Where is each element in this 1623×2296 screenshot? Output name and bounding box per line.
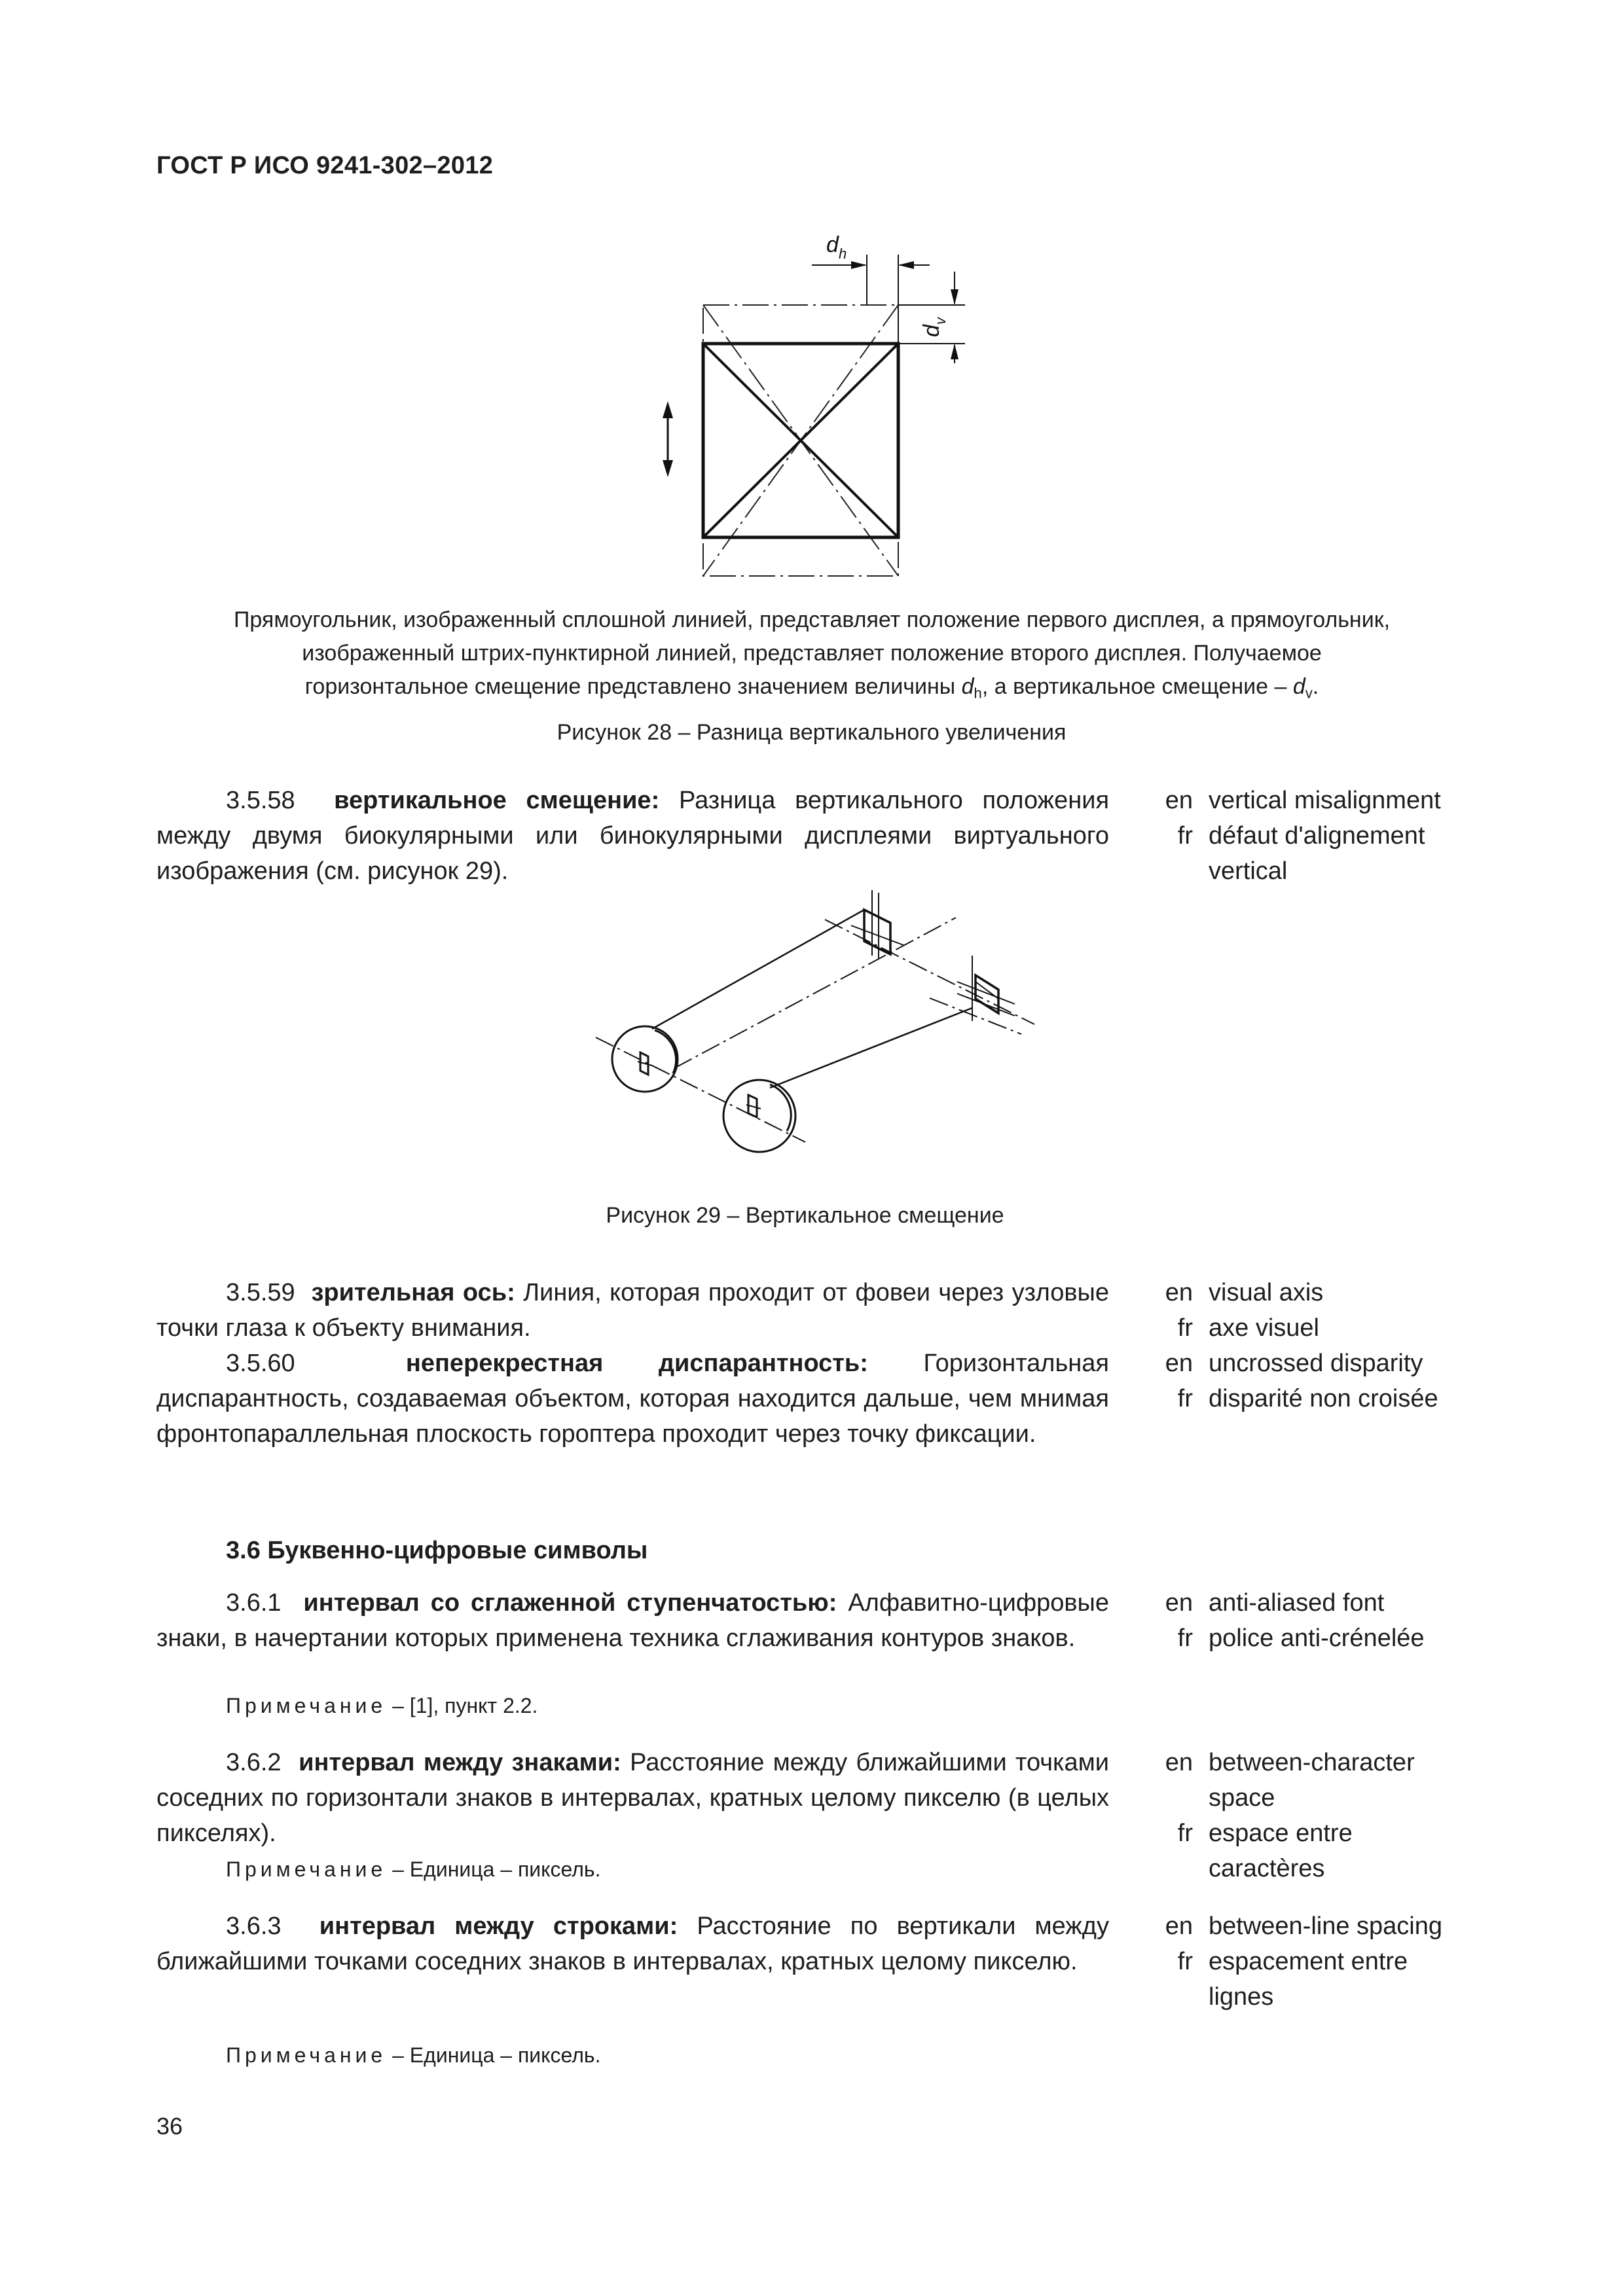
section-heading: 3.6 Буквенно-цифровые символы: [226, 1537, 648, 1564]
dv-label: d: [919, 325, 944, 337]
term-3-6-1-translations: en anti-aliased font fr police anti-crénelée: [1165, 1589, 1425, 1652]
dh-label: d: [826, 232, 839, 257]
dh-subscript: h: [839, 245, 847, 262]
caption-line-3: горизонтальное смещение представлено значением величины $d_h$, а вертикальное смещение – $d_v$.: [304, 674, 1319, 702]
figure-28-caption: [131, 603, 1493, 710]
document-header: ГОСТ Р ИСО 9241-302–2012: [156, 152, 494, 179]
page-number: 36: [156, 2113, 183, 2140]
term-3-5-58-translations: en vertical misalignment fr défaut d'alignement vertical: [1165, 787, 1441, 885]
figure-29-title: Рисунок 29 – Вертикальное смещение: [606, 1203, 1004, 1228]
term-3-6-2-translations: en between-character space fr espace entre caractères: [1165, 1749, 1415, 1882]
note-3-6-2: Примечание – Единица – пиксель.: [226, 1857, 601, 1881]
term-3-6-3: 3.6.3 интервал между строками: Расстояние по вертикали между ближайшими точками соседних знаков в интервалах, кратных целому пикселю.: [156, 1912, 1109, 1975]
figure-28-title: Рисунок 28 – Разница вертикального увеличения: [556, 720, 1067, 745]
figure-29-diagram: [589, 884, 1048, 1191]
figure-28-diagram: [648, 232, 989, 586]
term-3-6-1: 3.6.1 интервал со сглаженной ступенчатостью: Алфавитно-цифровые знаки, в начертании которых применена техника сглаживания контуров знаков.: [156, 1589, 1109, 1652]
term-3-5-59: 3.5.59 зрительная ось: Линия, которая проходит от фовеи через узловые точки глаза к объекту внимания.: [156, 1279, 1109, 1342]
term-3-6-3-translations: en between-line spacing fr espacement entre lignes: [1165, 1912, 1443, 2011]
term-3-6-2: 3.6.2 интервал между знаками: Расстояние между ближайшими точками соседних по горизонтали знаков в интервалах, кратных целому пикселю (в целых пикселях).: [156, 1749, 1110, 1847]
caption-line-1: Прямоугольник, изображенный сплошной линией, представляет положение первого дисплея, а прямоугольник,: [233, 607, 1391, 632]
note-3-6-3: Примечание – Единица – пиксель.: [226, 2043, 601, 2067]
term-3-5-60-translations: en uncrossed disparity fr disparité non croisée: [1165, 1350, 1438, 1412]
term-3-5-60: 3.5.60 неперекрестная диспарантность: Горизонтальная диспарантность, создаваемая объектом, которая находится дальше, чем мнимая фронтопараллельная плоскость гороптера проходит через точку фиксации.: [156, 1350, 1109, 1448]
term-3-5-58: 3.5.58 вертикальное смещение: Разница вертикального положения между двумя биокулярными или бинокулярными дисплеями виртуального изображения (см. рисунок 29).: [156, 787, 1110, 885]
term-title: вертикальное смещение:: [334, 787, 660, 814]
dv-subscript: v: [932, 317, 949, 325]
note-3-6-1: Примечание – [1], пункт 2.2.: [226, 1694, 538, 1717]
caption-line-2: изображенный штрих-пунктирной линией, представляет положение второго дисплея. Получаемое: [302, 641, 1322, 666]
term-3-5-59-translations: en visual axis fr axe visuel: [1165, 1279, 1324, 1342]
